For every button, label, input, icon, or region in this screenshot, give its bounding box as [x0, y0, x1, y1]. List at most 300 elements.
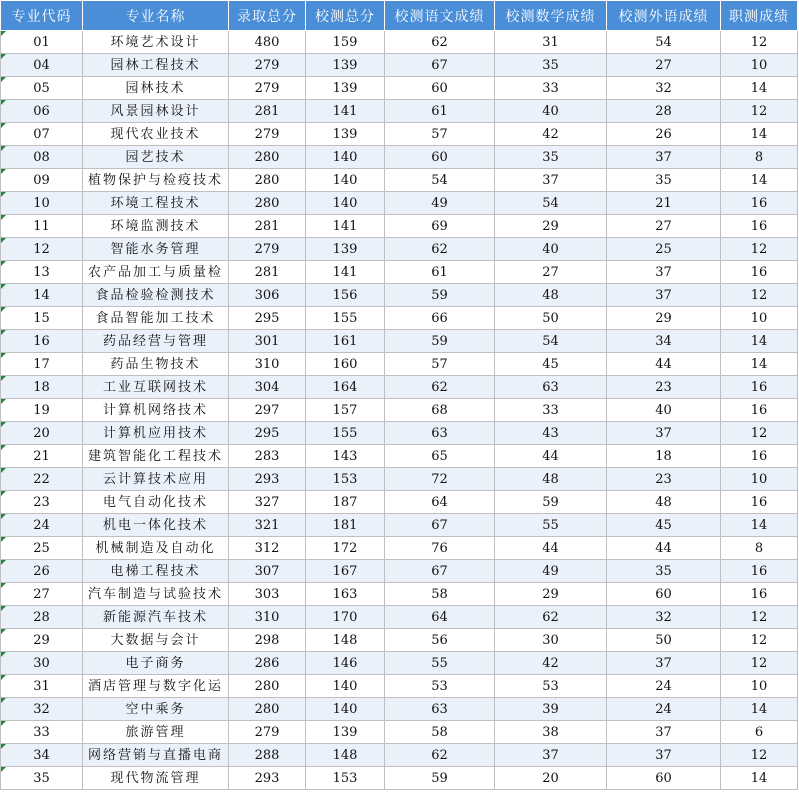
cell-vocational-score: 14: [721, 353, 798, 376]
cell-test-total: 140: [306, 169, 385, 192]
cell-major-code: 21: [1, 445, 83, 468]
cell-chinese-score: 67: [385, 560, 495, 583]
cell-major-code: 18: [1, 376, 83, 399]
cell-major-code: 09: [1, 169, 83, 192]
cell-major-code: 16: [1, 330, 83, 353]
cell-major-name: 环境艺术设计: [83, 31, 229, 54]
table-row: [1, 675, 798, 698]
cell-vocational-score: 10: [721, 468, 798, 491]
cell-major-code: 26: [1, 560, 83, 583]
cell-major-code: 20: [1, 422, 83, 445]
cell-major-code: 34: [1, 744, 83, 767]
cell-english-score: 29: [607, 307, 721, 330]
cell-math-score: 49: [495, 560, 607, 583]
cell-admission-total: 281: [229, 100, 306, 123]
cell-major-code: 31: [1, 675, 83, 698]
cell-vocational-score: 16: [721, 376, 798, 399]
cell-admission-total: 304: [229, 376, 306, 399]
cell-math-score: 48: [495, 468, 607, 491]
cell-admission-total: 286: [229, 652, 306, 675]
cell-admission-total: 295: [229, 422, 306, 445]
cell-math-score: 27: [495, 261, 607, 284]
cell-math-score: 59: [495, 491, 607, 514]
cell-major-code: 12: [1, 238, 83, 261]
cell-math-score: 29: [495, 583, 607, 606]
cell-chinese-score: 65: [385, 445, 495, 468]
cell-english-score: 44: [607, 353, 721, 376]
cell-test-total: 139: [306, 123, 385, 146]
table-row: [1, 123, 798, 146]
cell-chinese-score: 62: [385, 744, 495, 767]
cell-major-name: 药品生物技术: [83, 353, 229, 376]
cell-math-score: 37: [495, 744, 607, 767]
cell-math-score: 40: [495, 238, 607, 261]
table-row: [1, 330, 798, 353]
cell-major-code: 10: [1, 192, 83, 215]
table-body: [1, 31, 798, 790]
cell-vocational-score: 12: [721, 629, 798, 652]
cell-english-score: 37: [607, 422, 721, 445]
table-row: [1, 376, 798, 399]
cell-major-name: 环境监测技术: [83, 215, 229, 238]
cell-major-code: 05: [1, 77, 83, 100]
cell-english-score: 37: [607, 652, 721, 675]
cell-vocational-score: 14: [721, 330, 798, 353]
cell-major-name: 电子商务: [83, 652, 229, 675]
cell-english-score: 26: [607, 123, 721, 146]
cell-vocational-score: 12: [721, 238, 798, 261]
cell-admission-total: 283: [229, 445, 306, 468]
cell-math-score: 63: [495, 376, 607, 399]
cell-admission-total: 288: [229, 744, 306, 767]
cell-major-code: 32: [1, 698, 83, 721]
cell-test-total: 161: [306, 330, 385, 353]
table-row: [1, 560, 798, 583]
cell-major-name: 计算机网络技术: [83, 399, 229, 422]
cell-english-score: 35: [607, 560, 721, 583]
table-row: [1, 537, 798, 560]
cell-admission-total: 295: [229, 307, 306, 330]
cell-major-name: 机电一体化技术: [83, 514, 229, 537]
cell-major-code: 17: [1, 353, 83, 376]
cell-vocational-score: 12: [721, 284, 798, 307]
cell-test-total: 187: [306, 491, 385, 514]
table-row: [1, 606, 798, 629]
cell-admission-total: 301: [229, 330, 306, 353]
cell-math-score: 62: [495, 606, 607, 629]
cell-test-total: 141: [306, 215, 385, 238]
cell-english-score: 32: [607, 77, 721, 100]
cell-major-name: 园林技术: [83, 77, 229, 100]
cell-major-code: 35: [1, 767, 83, 790]
cell-english-score: 37: [607, 721, 721, 744]
cell-vocational-score: 14: [721, 169, 798, 192]
cell-chinese-score: 59: [385, 767, 495, 790]
cell-major-code: 30: [1, 652, 83, 675]
cell-major-code: 22: [1, 468, 83, 491]
cell-test-total: 148: [306, 744, 385, 767]
cell-test-total: 163: [306, 583, 385, 606]
cell-english-score: 35: [607, 169, 721, 192]
cell-english-score: 60: [607, 583, 721, 606]
cell-english-score: 18: [607, 445, 721, 468]
table-row: [1, 767, 798, 790]
cell-major-name: 云计算技术应用: [83, 468, 229, 491]
cell-english-score: 37: [607, 146, 721, 169]
cell-english-score: 60: [607, 767, 721, 790]
cell-chinese-score: 67: [385, 54, 495, 77]
cell-vocational-score: 14: [721, 698, 798, 721]
cell-admission-total: 281: [229, 261, 306, 284]
cell-admission-total: 327: [229, 491, 306, 514]
cell-admission-total: 293: [229, 468, 306, 491]
cell-vocational-score: 14: [721, 514, 798, 537]
cell-chinese-score: 57: [385, 123, 495, 146]
cell-admission-total: 480: [229, 31, 306, 54]
cell-test-total: 153: [306, 767, 385, 790]
cell-major-code: 11: [1, 215, 83, 238]
cell-test-total: 146: [306, 652, 385, 675]
cell-chinese-score: 64: [385, 606, 495, 629]
cell-math-score: 35: [495, 54, 607, 77]
cell-admission-total: 279: [229, 721, 306, 744]
cell-major-name: 现代农业技术: [83, 123, 229, 146]
header-major-code: 专业代码: [1, 1, 83, 31]
cell-major-name: 大数据与会计: [83, 629, 229, 652]
cell-vocational-score: 14: [721, 77, 798, 100]
cell-english-score: 27: [607, 215, 721, 238]
cell-major-name: 电气自动化技术: [83, 491, 229, 514]
table-row: [1, 583, 798, 606]
table-row: [1, 744, 798, 767]
cell-test-total: 156: [306, 284, 385, 307]
cell-vocational-score: 16: [721, 192, 798, 215]
table-row: [1, 491, 798, 514]
cell-english-score: 37: [607, 284, 721, 307]
header-english-score: 校测外语成绩: [607, 1, 721, 31]
cell-major-name: 网络营销与直播电商: [83, 744, 229, 767]
cell-chinese-score: 60: [385, 146, 495, 169]
cell-vocational-score: 16: [721, 261, 798, 284]
cell-major-name: 旅游管理: [83, 721, 229, 744]
cell-english-score: 48: [607, 491, 721, 514]
cell-vocational-score: 8: [721, 537, 798, 560]
cell-admission-total: 280: [229, 169, 306, 192]
cell-major-code: 19: [1, 399, 83, 422]
cell-chinese-score: 61: [385, 261, 495, 284]
cell-math-score: 48: [495, 284, 607, 307]
cell-major-code: 07: [1, 123, 83, 146]
table-row: [1, 77, 798, 100]
cell-math-score: 20: [495, 767, 607, 790]
cell-major-name: 食品检验检测技术: [83, 284, 229, 307]
cell-major-name: 园林工程技术: [83, 54, 229, 77]
cell-major-name: 风景园林设计: [83, 100, 229, 123]
cell-chinese-score: 64: [385, 491, 495, 514]
cell-english-score: 50: [607, 629, 721, 652]
cell-test-total: 139: [306, 77, 385, 100]
cell-english-score: 24: [607, 675, 721, 698]
cell-admission-total: 280: [229, 698, 306, 721]
cell-admission-total: 321: [229, 514, 306, 537]
cell-admission-total: 298: [229, 629, 306, 652]
table-row: [1, 192, 798, 215]
table-row: [1, 100, 798, 123]
cell-english-score: 27: [607, 54, 721, 77]
cell-major-name: 新能源汽车技术: [83, 606, 229, 629]
table-row: [1, 445, 798, 468]
cell-admission-total: 281: [229, 215, 306, 238]
cell-math-score: 39: [495, 698, 607, 721]
cell-vocational-score: 12: [721, 31, 798, 54]
cell-test-total: 157: [306, 399, 385, 422]
table-row: [1, 468, 798, 491]
cell-major-name: 植物保护与检疫技术: [83, 169, 229, 192]
cell-major-code: 28: [1, 606, 83, 629]
header-row: [1, 1, 798, 31]
cell-math-score: 43: [495, 422, 607, 445]
cell-math-score: 33: [495, 77, 607, 100]
table-row: [1, 169, 798, 192]
cell-test-total: 159: [306, 31, 385, 54]
cell-admission-total: 279: [229, 77, 306, 100]
cell-english-score: 37: [607, 261, 721, 284]
cell-vocational-score: 16: [721, 399, 798, 422]
cell-vocational-score: 16: [721, 491, 798, 514]
cell-major-name: 园艺技术: [83, 146, 229, 169]
cell-chinese-score: 72: [385, 468, 495, 491]
header-major-name: 专业名称: [83, 1, 229, 31]
cell-major-name: 电梯工程技术: [83, 560, 229, 583]
table-row: [1, 146, 798, 169]
cell-major-name: 机械制造及自动化: [83, 537, 229, 560]
cell-math-score: 29: [495, 215, 607, 238]
cell-chinese-score: 56: [385, 629, 495, 652]
cell-chinese-score: 57: [385, 353, 495, 376]
cell-test-total: 167: [306, 560, 385, 583]
cell-english-score: 54: [607, 31, 721, 54]
table-row: [1, 698, 798, 721]
cell-english-score: 45: [607, 514, 721, 537]
cell-test-total: 140: [306, 698, 385, 721]
cell-test-total: 139: [306, 721, 385, 744]
cell-math-score: 38: [495, 721, 607, 744]
cell-math-score: 55: [495, 514, 607, 537]
cell-english-score: 37: [607, 744, 721, 767]
cell-math-score: 44: [495, 537, 607, 560]
cell-math-score: 33: [495, 399, 607, 422]
cell-major-code: 14: [1, 284, 83, 307]
cell-major-code: 08: [1, 146, 83, 169]
cell-english-score: 28: [607, 100, 721, 123]
cell-chinese-score: 55: [385, 652, 495, 675]
cell-admission-total: 306: [229, 284, 306, 307]
cell-vocational-score: 16: [721, 215, 798, 238]
cell-math-score: 37: [495, 169, 607, 192]
cell-major-name: 智能水务管理: [83, 238, 229, 261]
cell-test-total: 139: [306, 54, 385, 77]
cell-major-name: 汽车制造与试验技术: [83, 583, 229, 606]
cell-chinese-score: 58: [385, 583, 495, 606]
cell-math-score: 44: [495, 445, 607, 468]
cell-math-score: 50: [495, 307, 607, 330]
cell-english-score: 23: [607, 376, 721, 399]
cell-major-code: 13: [1, 261, 83, 284]
cell-english-score: 24: [607, 698, 721, 721]
cell-chinese-score: 69: [385, 215, 495, 238]
cell-admission-total: 310: [229, 606, 306, 629]
table-row: [1, 54, 798, 77]
cell-major-name: 计算机应用技术: [83, 422, 229, 445]
cell-test-total: 140: [306, 146, 385, 169]
cell-admission-total: 310: [229, 353, 306, 376]
cell-major-name: 药品经营与管理: [83, 330, 229, 353]
table-row: [1, 353, 798, 376]
cell-chinese-score: 62: [385, 238, 495, 261]
cell-admission-total: 312: [229, 537, 306, 560]
cell-test-total: 148: [306, 629, 385, 652]
cell-vocational-score: 8: [721, 146, 798, 169]
header-admission-total: 录取总分: [229, 1, 306, 31]
cell-test-total: 143: [306, 445, 385, 468]
cell-vocational-score: 16: [721, 445, 798, 468]
table-row: [1, 399, 798, 422]
cell-test-total: 170: [306, 606, 385, 629]
cell-chinese-score: 59: [385, 330, 495, 353]
cell-chinese-score: 66: [385, 307, 495, 330]
cell-major-code: 15: [1, 307, 83, 330]
cell-major-code: 04: [1, 54, 83, 77]
table-row: [1, 514, 798, 537]
cell-vocational-score: 12: [721, 100, 798, 123]
table-header: [1, 1, 798, 31]
cell-admission-total: 279: [229, 54, 306, 77]
cell-vocational-score: 12: [721, 744, 798, 767]
cell-major-name: 环境工程技术: [83, 192, 229, 215]
cell-vocational-score: 14: [721, 767, 798, 790]
cell-major-code: 27: [1, 583, 83, 606]
cell-test-total: 140: [306, 192, 385, 215]
cell-math-score: 54: [495, 192, 607, 215]
cell-test-total: 155: [306, 307, 385, 330]
cell-vocational-score: 12: [721, 606, 798, 629]
cell-test-total: 155: [306, 422, 385, 445]
cell-chinese-score: 62: [385, 31, 495, 54]
cell-math-score: 30: [495, 629, 607, 652]
cell-test-total: 160: [306, 353, 385, 376]
cell-major-name: 酒店管理与数字化运: [83, 675, 229, 698]
cell-math-score: 53: [495, 675, 607, 698]
table-row: [1, 238, 798, 261]
cell-test-total: 140: [306, 675, 385, 698]
cell-major-name: 农产品加工与质量检: [83, 261, 229, 284]
table-row: [1, 31, 798, 54]
cell-english-score: 23: [607, 468, 721, 491]
cell-math-score: 35: [495, 146, 607, 169]
cell-major-name: 工业互联网技术: [83, 376, 229, 399]
table-row: [1, 422, 798, 445]
cell-vocational-score: 16: [721, 583, 798, 606]
cell-test-total: 141: [306, 100, 385, 123]
cell-major-name: 食品智能加工技术: [83, 307, 229, 330]
cell-admission-total: 297: [229, 399, 306, 422]
table-row: [1, 261, 798, 284]
cell-major-name: 建筑智能化工程技术: [83, 445, 229, 468]
cell-math-score: 42: [495, 123, 607, 146]
cell-chinese-score: 53: [385, 675, 495, 698]
cell-vocational-score: 16: [721, 560, 798, 583]
cell-math-score: 54: [495, 330, 607, 353]
cell-math-score: 40: [495, 100, 607, 123]
cell-vocational-score: 10: [721, 675, 798, 698]
cell-admission-total: 279: [229, 123, 306, 146]
cell-chinese-score: 60: [385, 77, 495, 100]
cell-major-code: 23: [1, 491, 83, 514]
cell-chinese-score: 67: [385, 514, 495, 537]
cell-vocational-score: 14: [721, 123, 798, 146]
cell-admission-total: 280: [229, 146, 306, 169]
cell-english-score: 32: [607, 606, 721, 629]
cell-chinese-score: 59: [385, 284, 495, 307]
cell-vocational-score: 10: [721, 307, 798, 330]
cell-major-name: 现代物流管理: [83, 767, 229, 790]
cell-major-code: 06: [1, 100, 83, 123]
cell-chinese-score: 68: [385, 399, 495, 422]
cell-test-total: 181: [306, 514, 385, 537]
cell-english-score: 25: [607, 238, 721, 261]
cell-english-score: 40: [607, 399, 721, 422]
cell-vocational-score: 12: [721, 422, 798, 445]
cell-admission-total: 293: [229, 767, 306, 790]
cell-chinese-score: 58: [385, 721, 495, 744]
cell-chinese-score: 54: [385, 169, 495, 192]
table-row: [1, 652, 798, 675]
header-test-total: 校测总分: [306, 1, 385, 31]
cell-chinese-score: 62: [385, 376, 495, 399]
header-math-score: 校测数学成绩: [495, 1, 607, 31]
cell-major-code: 33: [1, 721, 83, 744]
cell-chinese-score: 63: [385, 698, 495, 721]
cell-vocational-score: 6: [721, 721, 798, 744]
header-vocational-score: 职测成绩: [721, 1, 798, 31]
cell-test-total: 153: [306, 468, 385, 491]
cell-test-total: 139: [306, 238, 385, 261]
cell-math-score: 31: [495, 31, 607, 54]
cell-test-total: 141: [306, 261, 385, 284]
cell-major-code: 01: [1, 31, 83, 54]
cell-chinese-score: 76: [385, 537, 495, 560]
cell-admission-total: 280: [229, 675, 306, 698]
cell-math-score: 45: [495, 353, 607, 376]
table-row: [1, 215, 798, 238]
cell-admission-total: 280: [229, 192, 306, 215]
table-row: [1, 721, 798, 744]
cell-chinese-score: 61: [385, 100, 495, 123]
cell-english-score: 34: [607, 330, 721, 353]
cell-major-code: 24: [1, 514, 83, 537]
cell-major-name: 空中乘务: [83, 698, 229, 721]
cell-test-total: 164: [306, 376, 385, 399]
cell-vocational-score: 12: [721, 652, 798, 675]
table-row: [1, 284, 798, 307]
header-chinese-score: 校测语文成绩: [385, 1, 495, 31]
cell-math-score: 42: [495, 652, 607, 675]
cell-chinese-score: 49: [385, 192, 495, 215]
cell-admission-total: 303: [229, 583, 306, 606]
cell-english-score: 21: [607, 192, 721, 215]
cell-vocational-score: 10: [721, 54, 798, 77]
cell-chinese-score: 63: [385, 422, 495, 445]
